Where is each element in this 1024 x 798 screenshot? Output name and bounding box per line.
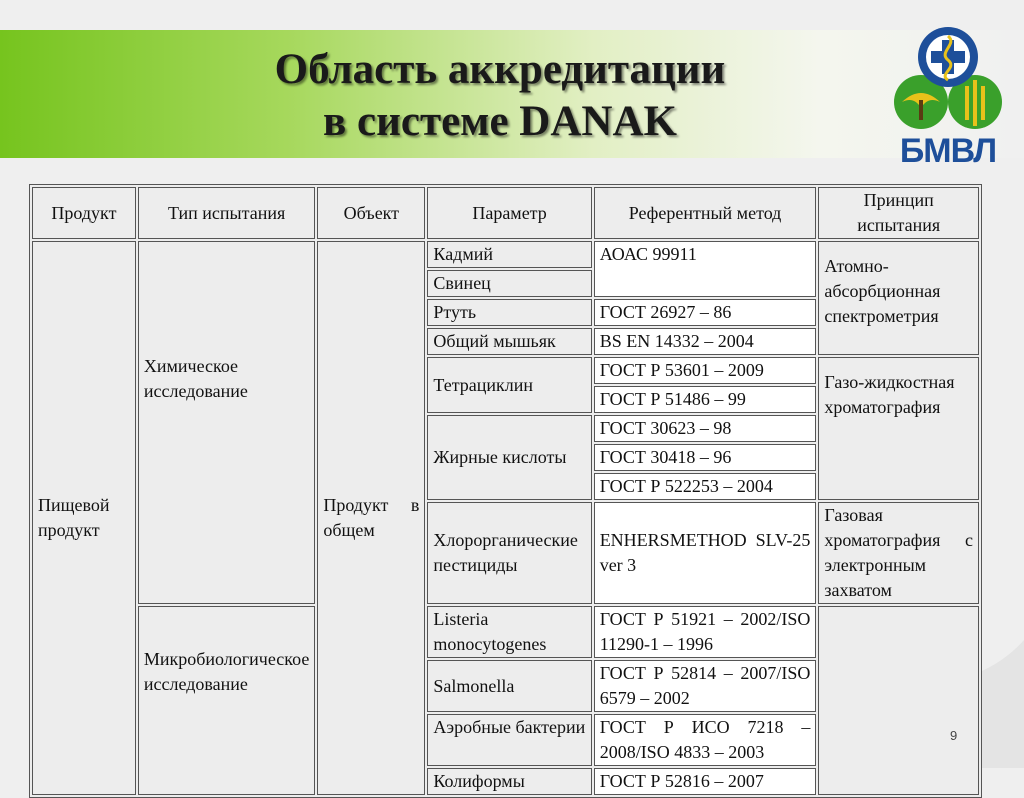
table-header-row (32, 187, 979, 239)
header-product: Продукт (32, 187, 136, 239)
table-row (32, 241, 979, 268)
cell-parameter: Тетрациклин (427, 357, 591, 413)
cell-method: ENHERSMETHOD SLV-25 ver 3 (594, 502, 817, 604)
cell-parameter: Общий мышьяк (427, 328, 591, 355)
bmvl-logo (888, 22, 1008, 168)
cell-parameter: Колиформы (427, 768, 591, 795)
cell-method: BS EN 14332 – 2004 (594, 328, 817, 355)
cell-test-type-chemical: Химическое исследование (138, 241, 315, 604)
cell-method: ГОСТ Р 53601 – 2009 (594, 357, 817, 384)
cell-parameter: Аэробные бактерии (427, 714, 591, 766)
title-line-1: Область аккредитации (274, 46, 726, 93)
cell-parameter: Кадмий (427, 241, 591, 268)
cell-method: ГОСТ Р 52816 – 2007 (594, 768, 817, 795)
cell-parameter: Хлорорганические пестициды (427, 502, 591, 604)
cell-method: ГОСТ Р 52814 – 2007/ISO 6579 – 2002 (594, 660, 817, 712)
accreditation-table (29, 184, 982, 798)
cell-parameter: Listeria monocytogenes (427, 606, 591, 658)
slide-title (130, 44, 870, 148)
cell-principle: Газовая хроматография с электронным захватом (818, 502, 979, 604)
cell-test-type-micro: Микробиологическое исследование (138, 606, 315, 795)
cell-method: ГОСТ 30623 – 98 (594, 415, 817, 442)
cell-method: ГОСТ 30418 – 96 (594, 444, 817, 471)
cell-principle: Атомно-абсорбционная спектрометрия (818, 241, 979, 355)
cell-product: Пищевой продукт (32, 241, 136, 795)
cell-parameter: Ртуть (427, 299, 591, 326)
header-test-type: Тип испытания (138, 187, 315, 239)
header-principle: Принцип испытания (818, 187, 979, 239)
cell-method: ГОСТ Р 51921 – 2002/ISO 11290-1 – 1996 (594, 606, 817, 658)
cell-parameter: Salmonella (427, 660, 591, 712)
table-row (32, 606, 979, 658)
cell-principle: Газо-жидкостная хроматография (818, 357, 979, 500)
cell-method: ГОСТ Р ИСО 7218 – 2008/ISO 4833 – 2003 (594, 714, 817, 766)
cell-method: ГОСТ Р 522253 – 2004 (594, 473, 817, 500)
header-parameter: Параметр (427, 187, 591, 239)
cell-principle-empty (818, 606, 979, 795)
cell-parameter: Свинец (427, 270, 591, 297)
title-line-2: в системе DANAK (323, 98, 677, 145)
cell-method: АОАС 99911 (594, 241, 817, 297)
cell-method: ГОСТ 26927 – 86 (594, 299, 817, 326)
page-number: 9 (950, 728, 958, 743)
cell-method: ГОСТ Р 51486 – 99 (594, 386, 817, 413)
logo-text: БМВЛ (899, 132, 997, 170)
cell-parameter: Жирные кислоты (427, 415, 591, 500)
header-object: Объект (317, 187, 425, 239)
header-reference-method: Референтный метод (594, 187, 817, 239)
bmvl-emblem-icon (888, 22, 1008, 137)
cell-object: Продукт в общем (317, 241, 425, 795)
